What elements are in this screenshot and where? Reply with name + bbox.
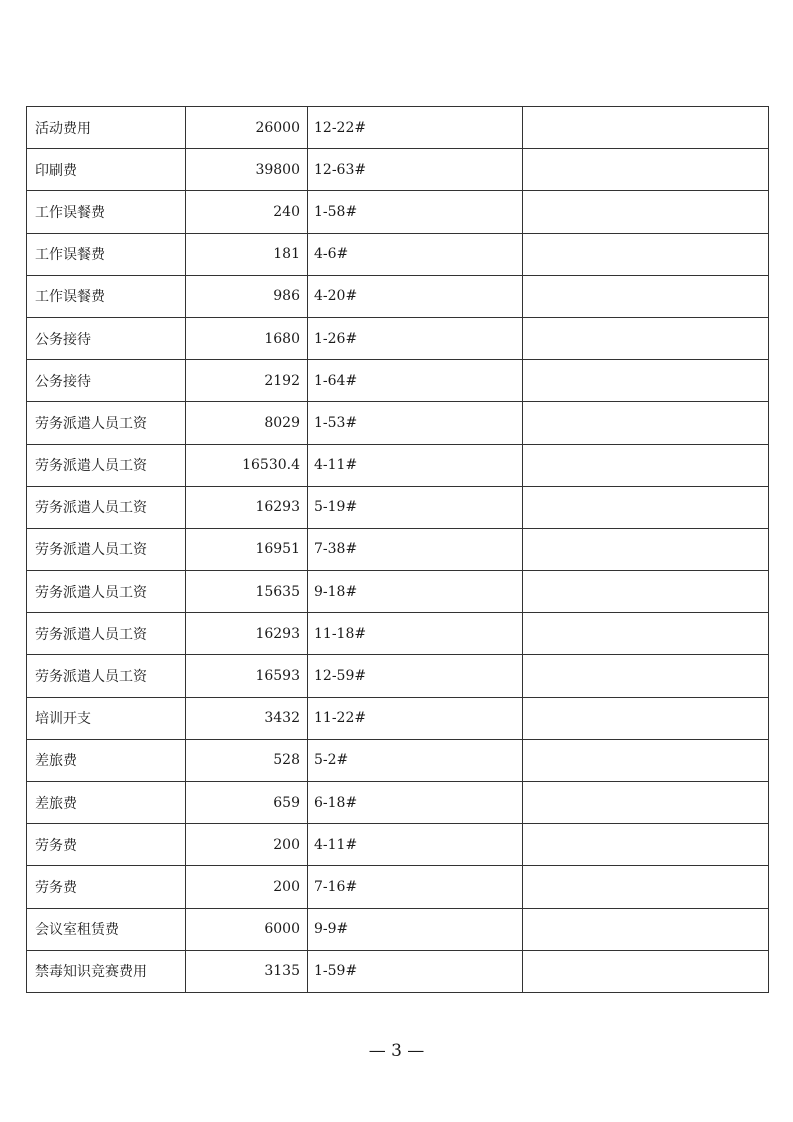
note-cell xyxy=(523,149,769,191)
amount-cell: 16951 xyxy=(186,528,308,570)
note-cell xyxy=(523,444,769,486)
amount-cell: 15635 xyxy=(186,571,308,613)
item-name-cell: 培训开支 xyxy=(27,697,186,739)
note-cell xyxy=(523,824,769,866)
voucher-ref-cell: 4-6# xyxy=(308,233,523,275)
table-row xyxy=(27,739,769,781)
item-name-cell: 劳务派遣人员工资 xyxy=(27,571,186,613)
amount-cell: 16293 xyxy=(186,613,308,655)
table-row xyxy=(27,613,769,655)
item-name-cell: 禁毒知识竞赛费用 xyxy=(27,950,186,992)
note-cell xyxy=(523,360,769,402)
amount-cell: 39800 xyxy=(186,149,308,191)
amount-cell: 2192 xyxy=(186,360,308,402)
item-name-cell: 工作误餐费 xyxy=(27,233,186,275)
item-name-cell: 工作误餐费 xyxy=(27,275,186,317)
table-row xyxy=(27,317,769,359)
voucher-ref-cell: 1-58# xyxy=(308,191,523,233)
amount-cell: 240 xyxy=(186,191,308,233)
item-name-cell: 活动费用 xyxy=(27,107,186,149)
table-row xyxy=(27,360,769,402)
amount-cell: 181 xyxy=(186,233,308,275)
note-cell xyxy=(523,866,769,908)
note-cell xyxy=(523,107,769,149)
voucher-ref-cell: 12-59# xyxy=(308,655,523,697)
amount-cell: 26000 xyxy=(186,107,308,149)
amount-cell: 200 xyxy=(186,824,308,866)
item-name-cell: 劳务派遣人员工资 xyxy=(27,444,186,486)
amount-cell: 3135 xyxy=(186,950,308,992)
voucher-ref-cell: 9-18# xyxy=(308,571,523,613)
voucher-ref-cell: 4-11# xyxy=(308,444,523,486)
expense-table xyxy=(26,106,769,993)
voucher-ref-cell: 7-38# xyxy=(308,528,523,570)
voucher-ref-cell: 12-63# xyxy=(308,149,523,191)
note-cell xyxy=(523,739,769,781)
item-name-cell: 劳务费 xyxy=(27,866,186,908)
voucher-ref-cell: 11-22# xyxy=(308,697,523,739)
expense-table-body xyxy=(27,107,769,993)
voucher-ref-cell: 1-64# xyxy=(308,360,523,402)
voucher-ref-cell: 5-19# xyxy=(308,486,523,528)
voucher-ref-cell: 11-18# xyxy=(308,613,523,655)
item-name-cell: 公务接待 xyxy=(27,317,186,359)
amount-cell: 1680 xyxy=(186,317,308,359)
item-name-cell: 劳务派遣人员工资 xyxy=(27,528,186,570)
item-name-cell: 工作误餐费 xyxy=(27,191,186,233)
item-name-cell: 劳务派遣人员工资 xyxy=(27,613,186,655)
table-row xyxy=(27,824,769,866)
item-name-cell: 劳务费 xyxy=(27,824,186,866)
note-cell xyxy=(523,655,769,697)
table-row xyxy=(27,191,769,233)
voucher-ref-cell: 1-26# xyxy=(308,317,523,359)
table-row xyxy=(27,402,769,444)
note-cell xyxy=(523,782,769,824)
table-row xyxy=(27,782,769,824)
item-name-cell: 印刷费 xyxy=(27,149,186,191)
note-cell xyxy=(523,571,769,613)
table-row xyxy=(27,571,769,613)
item-name-cell: 差旅费 xyxy=(27,782,186,824)
table-row xyxy=(27,444,769,486)
amount-cell: 16530.4 xyxy=(186,444,308,486)
note-cell xyxy=(523,233,769,275)
table-row xyxy=(27,655,769,697)
note-cell xyxy=(523,275,769,317)
table-row xyxy=(27,950,769,992)
item-name-cell: 公务接待 xyxy=(27,360,186,402)
amount-cell: 3432 xyxy=(186,697,308,739)
amount-cell: 659 xyxy=(186,782,308,824)
note-cell xyxy=(523,697,769,739)
note-cell xyxy=(523,908,769,950)
item-name-cell: 劳务派遣人员工资 xyxy=(27,402,186,444)
table-row xyxy=(27,528,769,570)
table-row xyxy=(27,697,769,739)
note-cell xyxy=(523,317,769,359)
item-name-cell: 劳务派遣人员工资 xyxy=(27,655,186,697)
voucher-ref-cell: 1-53# xyxy=(308,402,523,444)
note-cell xyxy=(523,613,769,655)
table-row xyxy=(27,908,769,950)
note-cell xyxy=(523,950,769,992)
page-number: — 3 — xyxy=(368,1041,425,1061)
voucher-ref-cell: 4-11# xyxy=(308,824,523,866)
amount-cell: 8029 xyxy=(186,402,308,444)
voucher-ref-cell: 9-9# xyxy=(308,908,523,950)
voucher-ref-cell: 7-16# xyxy=(308,866,523,908)
voucher-ref-cell: 12-22# xyxy=(308,107,523,149)
amount-cell: 16293 xyxy=(186,486,308,528)
amount-cell: 528 xyxy=(186,739,308,781)
table-row xyxy=(27,233,769,275)
voucher-ref-cell: 4-20# xyxy=(308,275,523,317)
table-row xyxy=(27,149,769,191)
note-cell xyxy=(523,402,769,444)
amount-cell: 6000 xyxy=(186,908,308,950)
table-row xyxy=(27,486,769,528)
voucher-ref-cell: 1-59# xyxy=(308,950,523,992)
voucher-ref-cell: 6-18# xyxy=(308,782,523,824)
note-cell xyxy=(523,486,769,528)
table-row xyxy=(27,866,769,908)
amount-cell: 986 xyxy=(186,275,308,317)
item-name-cell: 会议室租赁费 xyxy=(27,908,186,950)
amount-cell: 200 xyxy=(186,866,308,908)
item-name-cell: 差旅费 xyxy=(27,739,186,781)
note-cell xyxy=(523,528,769,570)
table-row xyxy=(27,275,769,317)
item-name-cell: 劳务派遣人员工资 xyxy=(27,486,186,528)
table-row xyxy=(27,107,769,149)
amount-cell: 16593 xyxy=(186,655,308,697)
voucher-ref-cell: 5-2# xyxy=(308,739,523,781)
note-cell xyxy=(523,191,769,233)
